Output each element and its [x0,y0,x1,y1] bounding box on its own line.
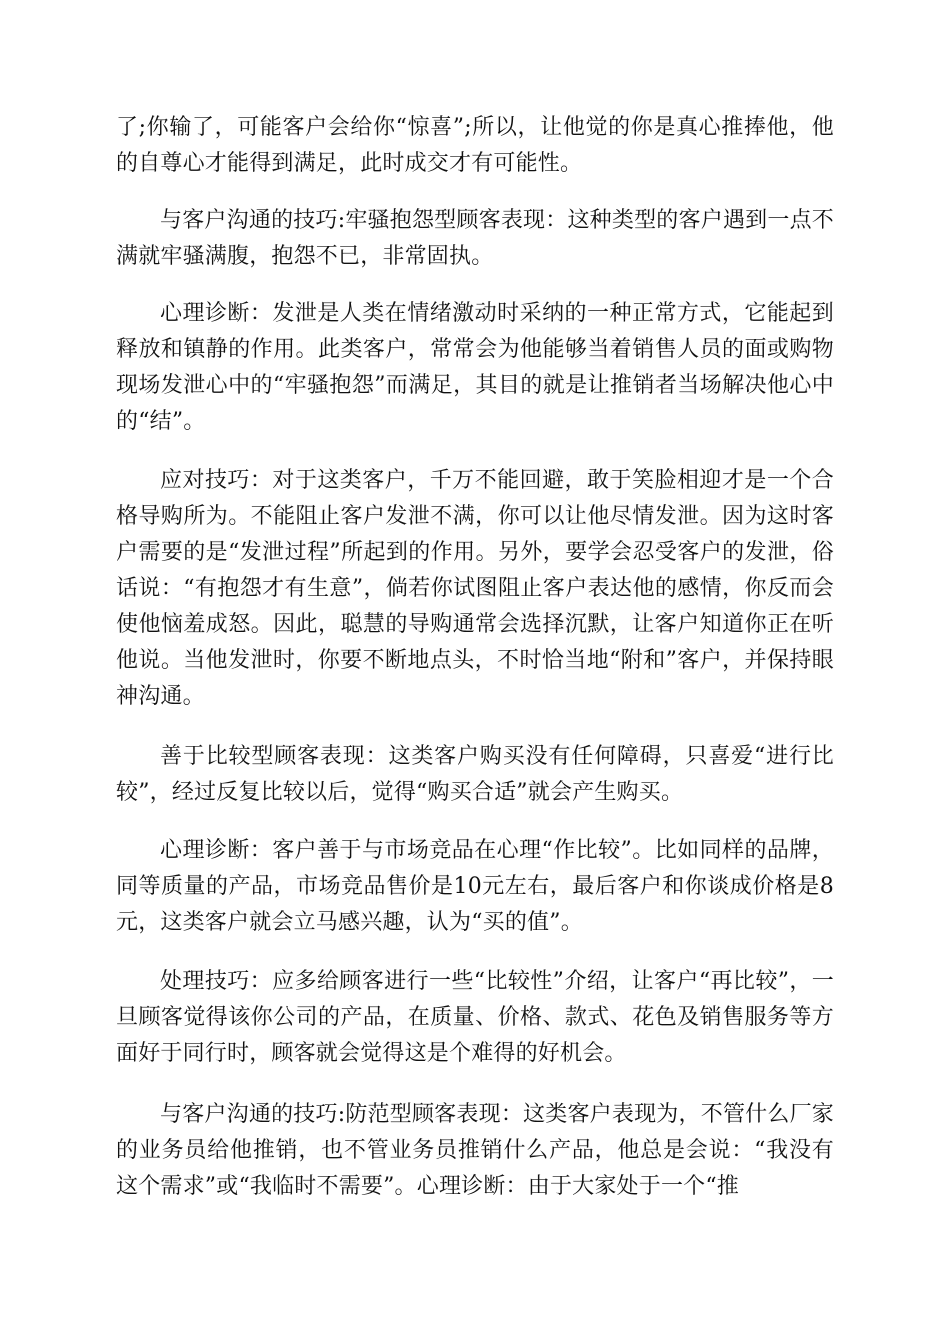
paragraph-3: 心理诊断：发泄是人类在情绪激动时采纳的一种正常方式，它能起到释放和镇静的作用。此类客户，常常会为他能够当着销售人员的面或购物现场发泄心中的“牢骚抱怨”而满足，其目的就是让推销者当场解决他心中的“结”。 [116,301,834,434]
paragraph-5: 善于比较型顾客表现：这类客户购买没有任何障碍，只喜爱“进行比较”，经过反复比较以后，觉得“购买合适”就会产生购买。 [116,744,834,805]
paragraph-4: 应对技巧：对于这类客户，千万不能回避，敢于笑脸相迎才是一个合格导购所为。不能阻止客户发泄不满，你可以让他尽情发泄。因为这时客户需要的是“发泄过程”所起到的作用。另外，要学会忍受客户的发泄，俗话说：“有抱怨才有生意”，倘若你试图阻止客户表达他的感情，你反而会使他恼羞成怒。因此，聪慧的导购通常会选择沉默，让客户知道你正在听他说。当他发泄时，你要不断地点头，不时恰当地“附和”客户，并保持眼神沟通。 [116,468,834,709]
paragraph-1: 了;你输了，可能客户会给你“惊喜”;所以，让他觉的你是真心推捧他，他的自尊心才能得到满足，此时成交才有可能性。 [116,115,834,176]
paragraph-2: 与客户沟通的技巧:牢骚抱怨型顾客表现：这种类型的客户遇到一点不满就牢骚满腹，抱怨不已，非常固执。 [116,208,834,269]
paragraph-6: 心理诊断：客户善于与市场竞品在心理“作比较”。比如同样的品牌，同等质量的产品，市场竞品售价是10元左右，最后客户和你谈成价格是8元，这类客户就会立马感兴趣，认为“买的值”。 [116,838,834,935]
paragraph-7: 处理技巧：应多给顾客进行一些“比较性”介绍，让客户“再比较”，一旦顾客觉得该你公司的产品，在质量、价格、款式、花色及销售服务等方面好于同行时，顾客就会觉得这是个难得的好机会。 [116,969,834,1066]
paragraph-8: 与客户沟通的技巧:防范型顾客表现：这类客户表现为，不管什么厂家的业务员给他推销，也不管业务员推销什么产品，他总是会说：“我没有这个需求”或“我临时不需要”。心理诊断：由于大家处于一个“推 [116,1102,834,1199]
